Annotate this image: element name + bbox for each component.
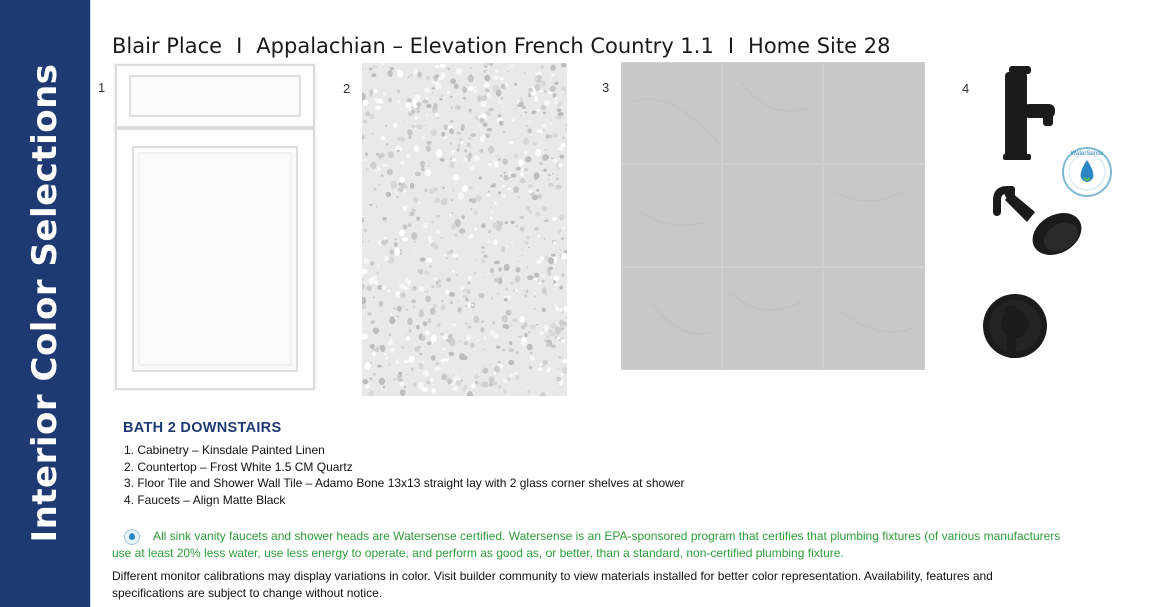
shower-valve-icon bbox=[983, 294, 1047, 358]
faucet-fixtures-image bbox=[975, 62, 1115, 372]
swatch-number: 1 bbox=[98, 80, 106, 95]
disclaimer-line: Different monitor calibrations may display variations in color. Visit builder community to view materials installed for better color representation. Availability, features and bbox=[112, 569, 993, 583]
plan-name: Appalachian – Elevation French Country 1.1 bbox=[256, 34, 714, 58]
watersense-note-line: All sink vanity faucets and shower heads are Watersense certified. Watersense is an EPA-sponsored program that certifies that plumbing fixtures (of various manufacturers bbox=[153, 529, 1061, 543]
sidebar-title: Interior Color Selections bbox=[25, 63, 65, 543]
swatch-number: 2 bbox=[343, 81, 351, 96]
floor-tile-image bbox=[621, 62, 925, 370]
watersense-logo-text: WaterSense bbox=[1070, 151, 1104, 157]
room-title: BATH 2 DOWNSTAIRS bbox=[123, 420, 282, 436]
swatch-number: 4 bbox=[962, 81, 970, 96]
page-header bbox=[112, 34, 890, 58]
selection-list bbox=[124, 442, 685, 508]
homesite-name: Home Site 28 bbox=[748, 34, 891, 58]
sink-faucet-icon bbox=[1003, 66, 1055, 160]
watersense-note bbox=[112, 528, 1158, 562]
header-separator: I bbox=[727, 34, 735, 58]
selection-item: 4. Faucets – Align Matte Black bbox=[124, 492, 286, 507]
watersense-note-line: use at least 20% less water, use less energy to operate, and perform as good as, or better, than a standard, non-certified plumbing fixture. bbox=[112, 546, 844, 560]
swatch-number: 3 bbox=[602, 80, 610, 95]
selection-item: 3. Floor Tile and Shower Wall Tile – Adamo Bone 13x13 straight lay with 2 glass corner shelves at shower bbox=[124, 476, 685, 491]
watersense-logo-icon bbox=[1063, 148, 1111, 196]
shower-head-icon bbox=[997, 186, 1089, 263]
community-name: Blair Place bbox=[112, 34, 223, 58]
selection-item: 2. Countertop – Frost White 1.5 CM Quartz bbox=[124, 459, 353, 474]
quartz-swatch-image bbox=[362, 63, 567, 396]
disclaimer-line: specifications are subject to change without notice. bbox=[112, 586, 383, 600]
cabinet-door-image bbox=[113, 63, 317, 391]
disclaimer bbox=[112, 568, 1158, 602]
header-separator: I bbox=[236, 34, 243, 58]
sidebar bbox=[0, 0, 91, 607]
selection-item: 1. Cabinetry – Kinsdale Painted Linen bbox=[124, 443, 325, 457]
